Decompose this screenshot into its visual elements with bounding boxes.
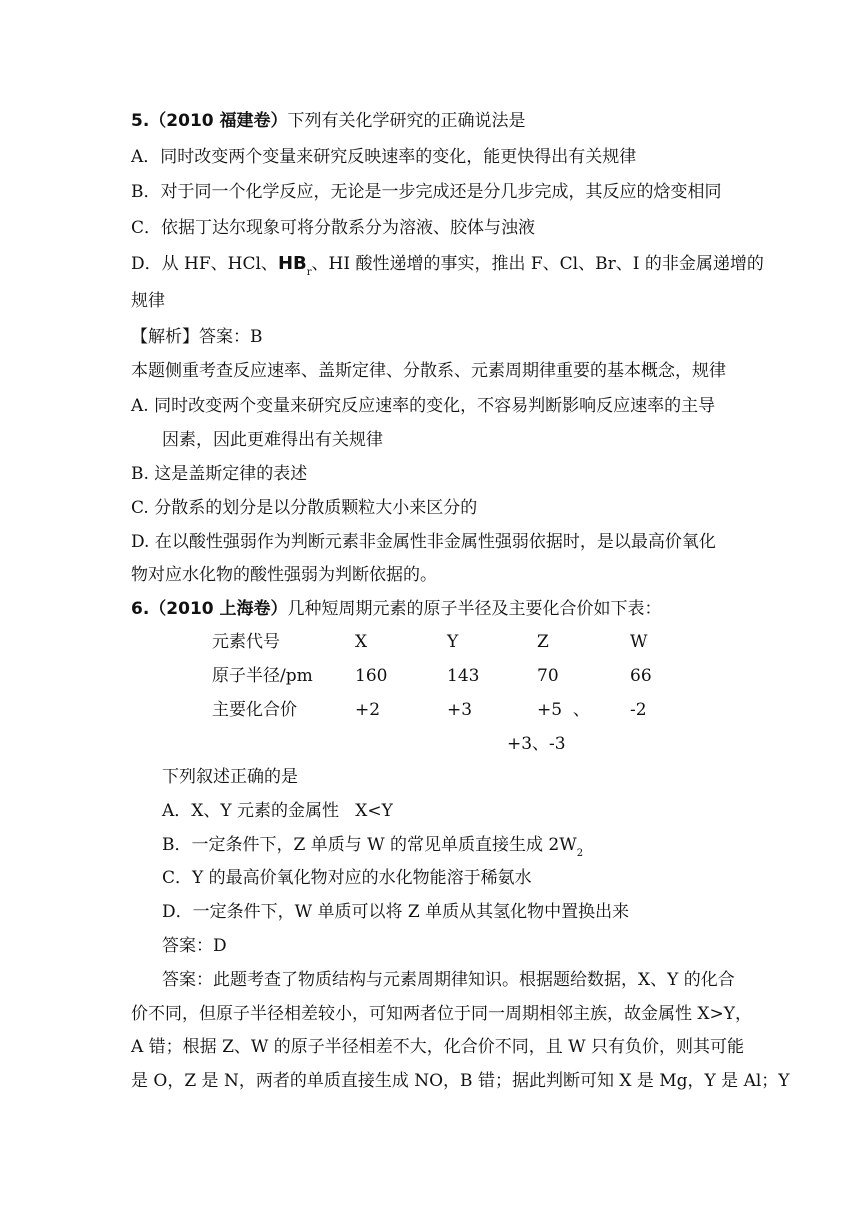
- q6-prompt: 下列叙述正确的是: [162, 767, 298, 787]
- q6-option-a: A．X、Y 元素的金属性 X<Y: [162, 801, 393, 821]
- table-valence-x: +2: [355, 700, 381, 720]
- q6-option-d: D．一定条件下，W 单质可以将 Z 单质从其氢化物中置换出来: [162, 902, 630, 922]
- q6-answer: 答案：D: [162, 936, 227, 956]
- q5-option-d-cont: 规律: [131, 291, 165, 311]
- q5-analysis-label: 【解析】答案：B: [131, 327, 263, 347]
- table-header-w: W: [630, 632, 648, 652]
- q5-stem: 下列有关化学研究的正确说法是: [287, 111, 526, 131]
- q5-analysis-a-1: A. 同时改变两个变量来研究反应速率的变化，不容易判断影响反应速率的主导: [131, 396, 716, 416]
- q5-option-d-suffix: 、HI 酸性递增的事实，推出 F、Cl、Br、I 的非金属递增的: [311, 254, 764, 274]
- q6-heading: [131, 597, 662, 621]
- q6-option-b-sub: 2: [576, 848, 584, 859]
- table-radius-label: 原子半径/pm: [212, 666, 313, 686]
- q5-option-d-hb: HB: [277, 253, 307, 274]
- q5-option-a: A．同时改变两个变量来研究反映速率的变化，能更快得出有关规律: [131, 147, 637, 167]
- q6-explain-1: 答案：此题考查了物质结构与元素周期律知识。根据题给数据，X、Y 的化合: [162, 970, 735, 990]
- q6-explain-2: 价不同，但原子半径相差较小，可知两者位于同一周期相邻主族，故金属性 X>Y，: [131, 1004, 752, 1024]
- q5-analysis-d-2: 物对应水化物的酸性强弱为判断依据的。: [131, 565, 437, 585]
- q5-option-d-sub: r: [306, 267, 312, 278]
- q5-option-d: [131, 252, 764, 285]
- q5-analysis-intro: 本题侧重考查反应速率、盖斯定律、分散系、元素周期律重要的基本概念，规律: [131, 361, 726, 381]
- q6-option-b: [162, 833, 583, 866]
- q6-explain-3: A 错；根据 Z、W 的原子半径相差不大，化合价不同，且 W 只有负价，则其可能: [131, 1037, 745, 1057]
- q5-option-b: B．对于同一个化学反应，无论是一步完成还是分几步完成，其反应的焓变相同: [131, 182, 722, 202]
- table-valence-z-extra: +3、-3: [507, 734, 566, 754]
- table-header-y: Y: [447, 632, 459, 652]
- table-radius-w: 66: [630, 666, 652, 686]
- q5-analysis-a-2: 因素，因此更难得出有关规律: [162, 430, 383, 450]
- table-radius-x: 160: [355, 666, 388, 686]
- table-radius-z: 70: [537, 666, 559, 686]
- q5-analysis-d-1: D. 在以酸性强弱作为判断元素非金属性非金属性强弱依据时，是以最高价氧化: [131, 532, 716, 552]
- q5-analysis-c: C. 分散系的划分是以分散质颗粒大小来区分的: [131, 498, 478, 518]
- table-header-x: X: [355, 632, 368, 652]
- q5-source: （2010 福建卷）: [149, 111, 288, 131]
- q5-analysis-b: B. 这是盖斯定律的表述: [131, 464, 308, 484]
- table-valence-z: +5 、: [537, 700, 590, 720]
- q5-option-c: C．依据丁达尔现象可将分散系分为溶液、胶体与浊液: [131, 218, 536, 238]
- q6-option-c: C．Y 的最高价氧化物对应的水化物能溶于稀氨水: [162, 868, 532, 888]
- q6-stem: 几种短周期元素的原子半径及主要化合价如下表：: [287, 599, 662, 619]
- q6-option-b-text: B．一定条件下，Z 单质与 W 的常见单质直接生成 2W: [162, 835, 577, 855]
- table-valence-label: 主要化合价: [212, 700, 297, 720]
- table-valence-y: +3: [447, 700, 473, 720]
- q6-source: （2010 上海卷）: [149, 599, 288, 619]
- q5-heading: [131, 109, 526, 133]
- q5-number: 5.: [131, 111, 150, 131]
- table-header-z: Z: [537, 632, 549, 652]
- table-radius-y: 143: [447, 666, 480, 686]
- q6-explain-4: 是 O，Z 是 N，两者的单质直接生成 NO，B 错；据此判断可知 X 是 Mg，Y 是 Al；Y: [131, 1071, 790, 1091]
- table-header-label: 元素代号: [212, 632, 280, 652]
- table-valence-w: -2: [630, 700, 647, 720]
- q5-option-d-prefix: D．从 HF、HCl、: [131, 254, 278, 274]
- q6-number: 6.: [131, 599, 150, 619]
